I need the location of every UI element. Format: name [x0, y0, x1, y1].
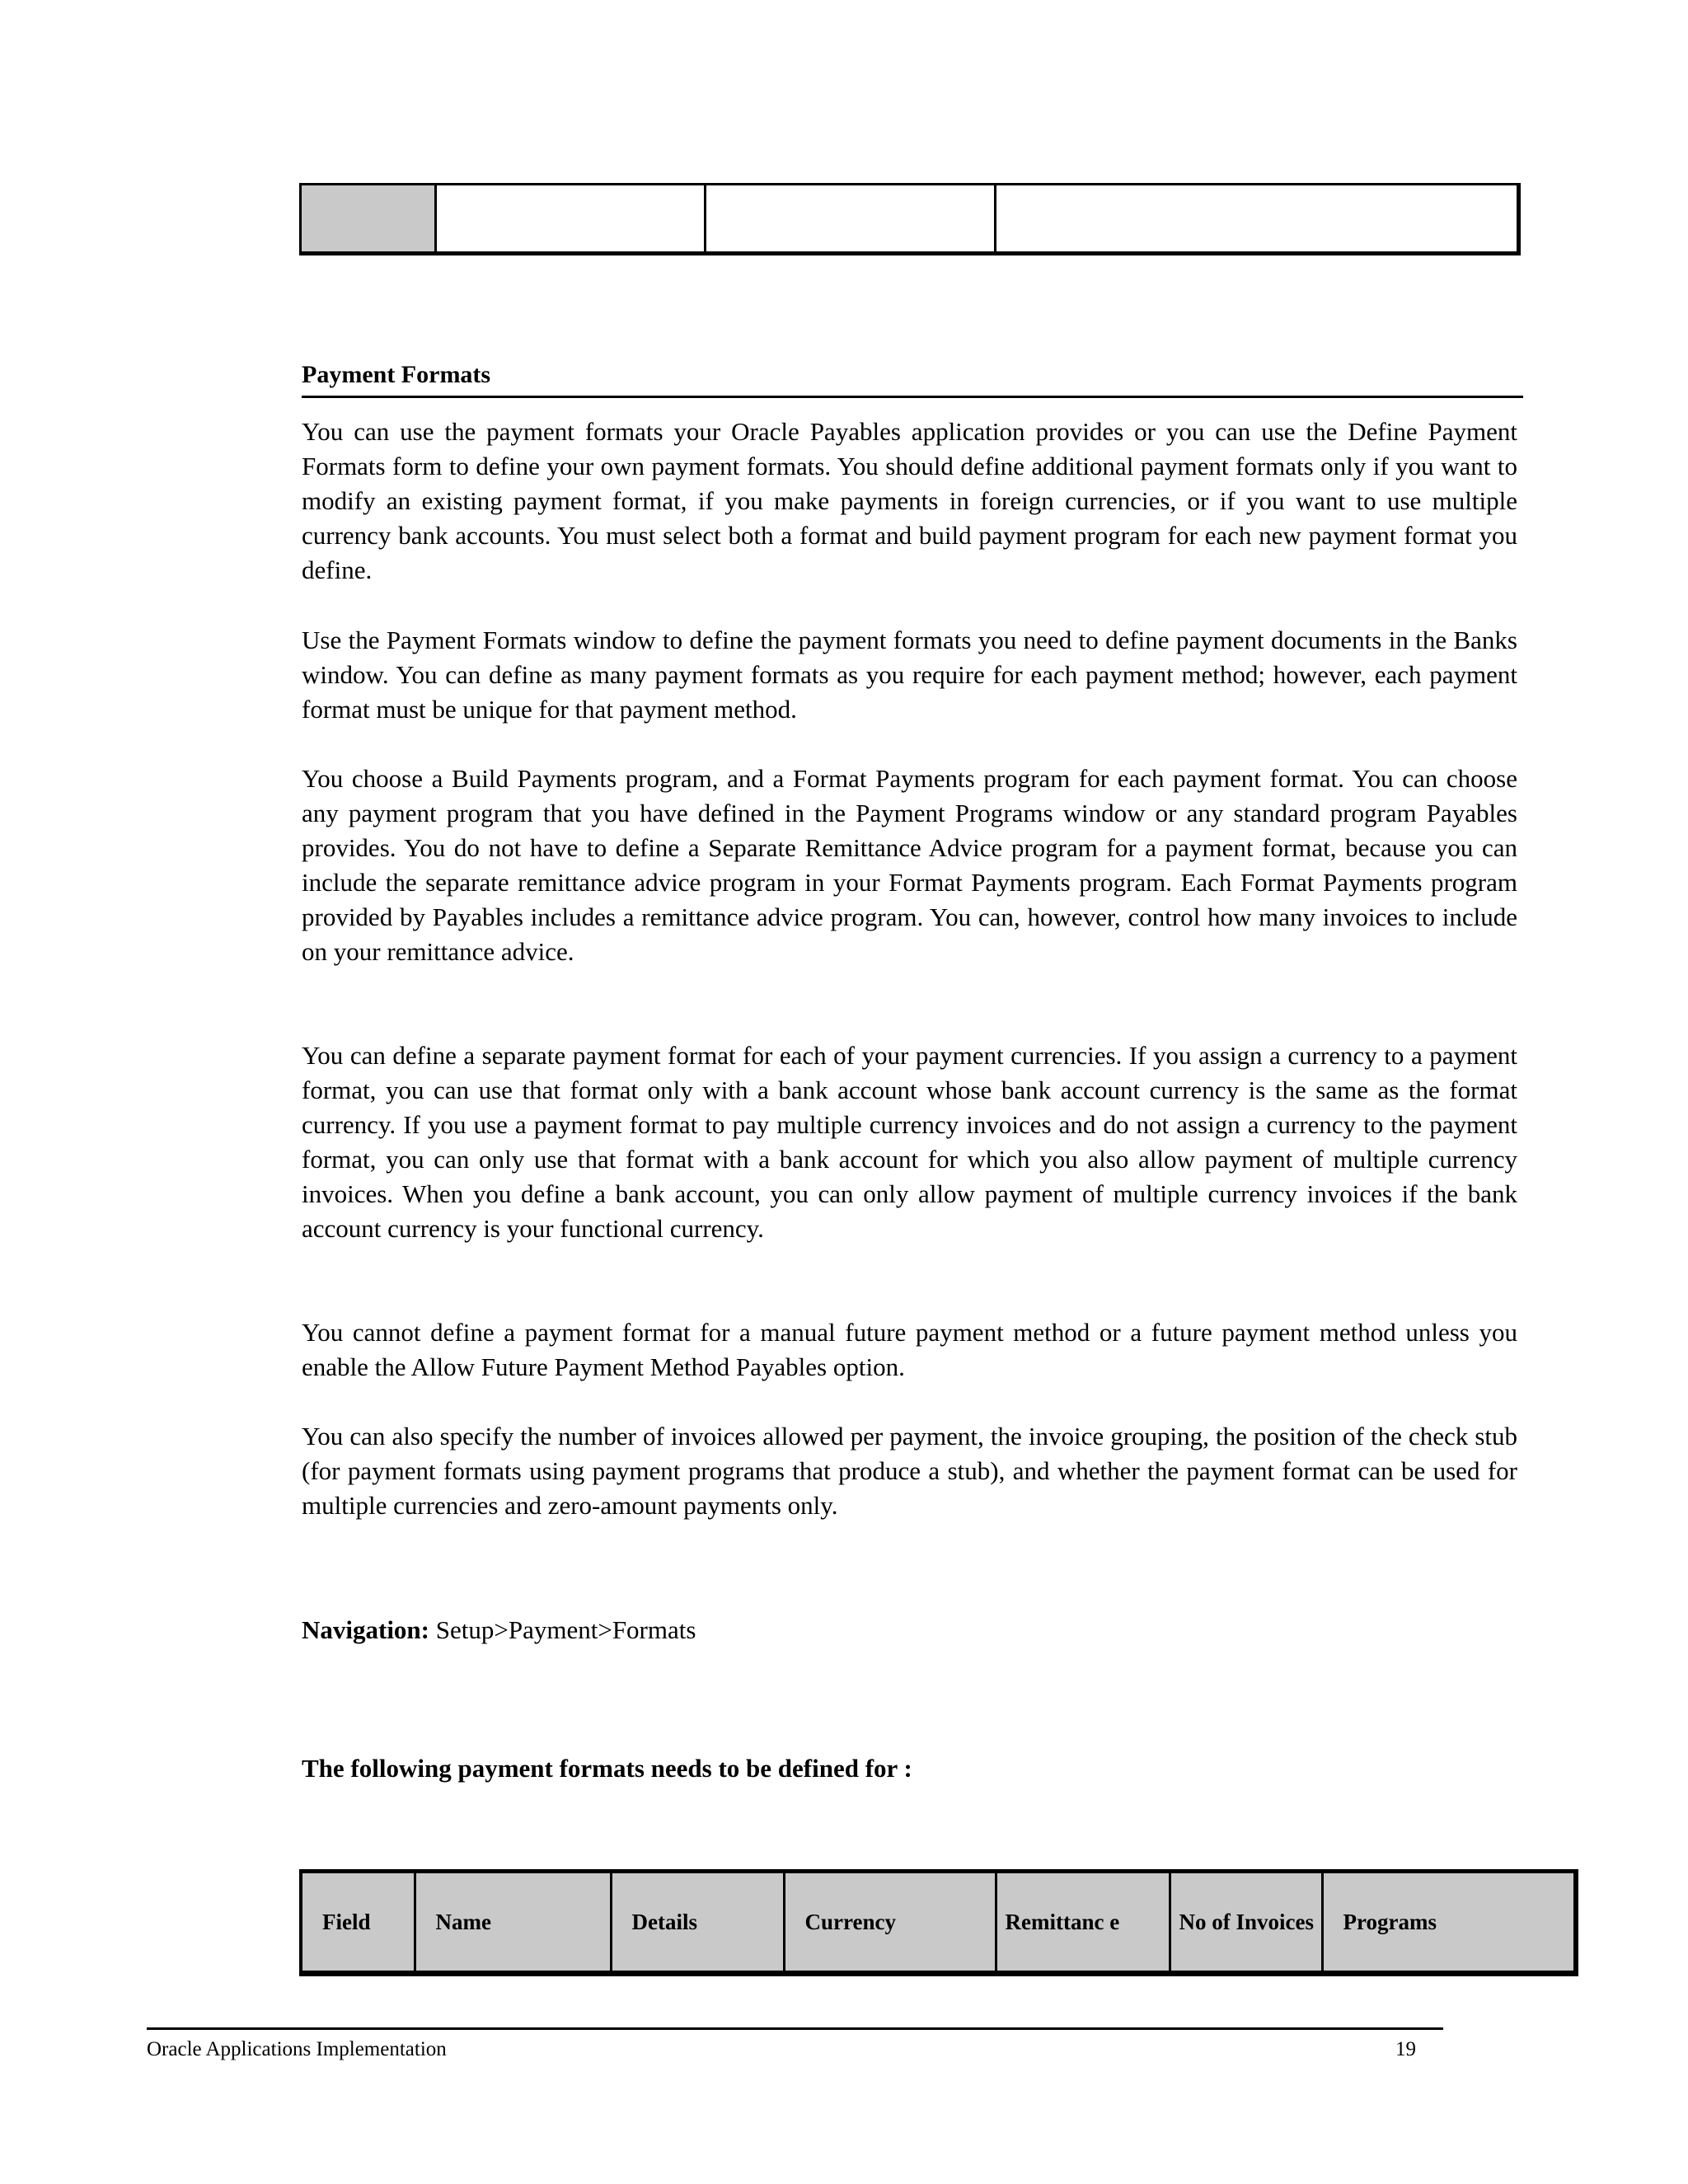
header-programs: Programs [1322, 1872, 1576, 1974]
navigation-path: Setup>Payment>Formats [435, 1615, 696, 1644]
footer-divider [147, 2027, 1443, 2030]
table-cell [706, 185, 996, 254]
table-cell [436, 185, 706, 254]
header-no-of-invoices: No of Invoices [1170, 1872, 1322, 1974]
header-currency: Currency [784, 1872, 996, 1974]
table-row [301, 185, 1519, 254]
paragraph-currencies: You can define a separate payment format for each of your payment currencies. If you assign a currency to a payment format, you can use that format only with a bank account whose bank account currency is the same as the format currency. If you use a payment format to pay multiple currency invoices and do not assign a currency to the payment format, you can only use that format with a bank account for which you also allow payment of multiple currency invoices. When you define a bank account, you can only allow payment of multiple currency invoices if the bank account currency is your functional currency. [302, 1041, 1517, 1243]
paragraph-invoices: You can also specify the number of invoices allowed per payment, the invoice grouping, the position of the check stub (for payment formats using payment programs that produce a stub), and whether the payment format can be used for multiple currencies and zero-amount payments only. [302, 1422, 1517, 1520]
paragraph-intro: You can use the payment formats your Oracle Payables application provides or you can use the Define Payment Formats form to define your own payment formats. You should define additional payment formats only if you want to modify an existing payment format, if you make payments in foreign currencies, or if you want to use multiple currency bank accounts. You must select both a format and build payment program for each new payment format you define. [302, 417, 1517, 584]
paragraph-future-payment: You cannot define a payment format for a manual future payment method or a future payment method unless you enable the Allow Future Payment Method Payables option. [302, 1318, 1517, 1381]
page-number: 19 [1395, 2038, 1416, 2060]
top-empty-table [299, 183, 1521, 255]
formats-heading: The following payment formats needs to be defined for : [302, 1754, 912, 1783]
header-remittance: Remittanc e [996, 1872, 1170, 1974]
table-header-row [301, 1872, 1576, 1974]
navigation-line [302, 1613, 696, 1647]
header-field: Field [301, 1872, 415, 1974]
navigation-label: Navigation: [302, 1615, 429, 1644]
footer-title: Oracle Applications Implementation [147, 2038, 447, 2060]
paragraph-payment-formats-window: Use the Payment Formats window to define the payment formats you need to define payment documents in the Banks window. You can define as many payment formats as you require for each payment method; however, each payment format must be unique for that payment method. [302, 626, 1517, 724]
table-cell [301, 185, 436, 254]
header-details: Details [611, 1872, 784, 1974]
header-name: Name [415, 1872, 611, 1974]
table-cell [996, 185, 1519, 254]
section-heading: Payment Formats [302, 361, 1523, 398]
payment-formats-table [299, 1869, 1578, 1976]
paragraph-build-payments: You choose a Build Payments program, and a Format Payments program for each payment format. You can choose any payment program that you have defined in the Payment Programs window or any standard program Payables provides. You do not have to define a Separate Remittance Advice program for a payment format, because you can include the separate remittance advice program in your Format Payments program. Each Format Payments program provided by Payables includes a remittance advice program. You can, however, control how many invoices to include on your remittance advice. [302, 764, 1517, 966]
